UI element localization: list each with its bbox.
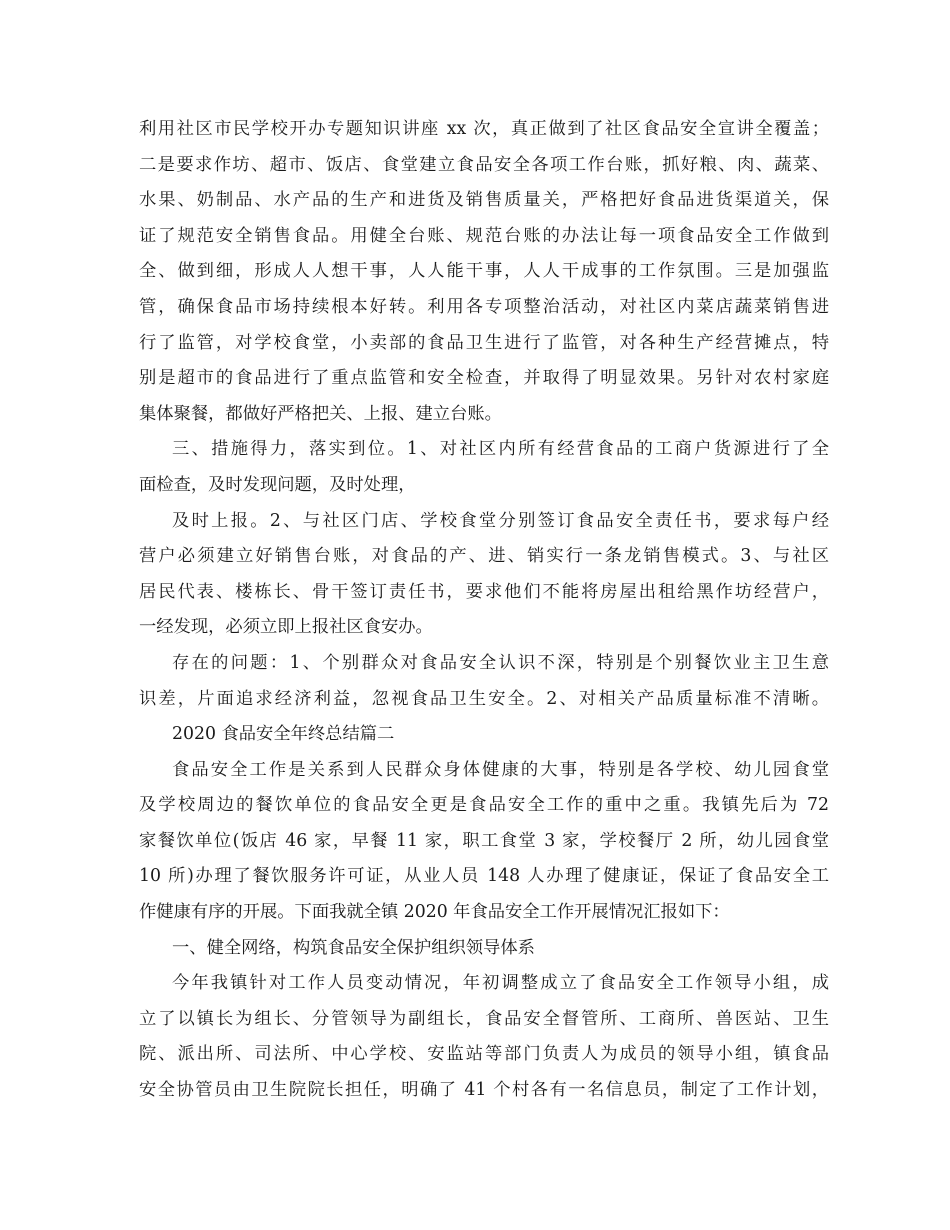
text-line: 水果、奶制品、水产品的生产和进货及销售质量关，严格把好食品进货渠道关，保 [139,190,829,211]
text-line: 家餐饮单位(饭店 46 家，早餐 11 家，职工食堂 3 家，学校餐厅 2 所，幼儿园食堂 [139,830,829,851]
section-heading: 一、健全网络，构筑食品安全保护组织领导体系 [172,937,535,958]
text-line: 立了以镇长为组长、分管领导为副组长，食品安全督管所、工商所、兽医站、卫生 [139,1008,829,1029]
text-line: 一经发现，必须立即上报社区食安办。 [139,617,433,638]
paragraph-first-line: 三、措施得力，落实到位。1、对社区内所有经营食品的工商户货源进行了全 [172,439,829,460]
text-line: 10 所)办理了餐饮服务许可证，从业人员 148 人办理了健康证，保证了食品安全工 [139,866,829,887]
text-line: 居民代表、楼栋长、骨干签订责任书，要求他们不能将房屋出租给黑作坊经营户， [139,581,829,602]
text-line: 别是超市的食品进行了重点监管和安全检查，并取得了明显效果。另针对农村家庭 [139,368,829,389]
text-line: 二是要求作坊、超市、饭店、食堂建立食品安全各项工作台账，抓好粮、肉、蔬菜、 [139,154,829,175]
text-line: 及学校周边的餐饮单位的食品安全更是食品安全工作的重中之重。我镇先后为 72 [139,795,829,816]
text-line: 行了监管，对学校食堂，小卖部的食品卫生进行了监管，对各种生产经营摊点，特 [139,332,829,353]
section-heading: 2020 食品安全年终总结篇二 [172,724,395,745]
text-line: 利用社区市民学校开办专题知识讲座 xx 次，真正做到了社区食品安全宣讲全覆盖； [139,119,829,139]
text-line: 集体聚餐，都做好严格把关、上报、建立台账。 [139,403,502,424]
text-line: 全、做到细，形成人人想干事，人人能干事，人人干成事的工作氛围。三是加强监 [139,261,829,282]
document-body [139,112,829,1109]
paragraph-first-line: 存在的问题：1、个别群众对食品安全认识不深，特别是个别餐饮业主卫生意 [172,652,829,673]
text-line: 面检查，及时发现问题，及时处理， [139,474,416,495]
text-line: 作健康有序的开展。下面我就全镇 2020 年食品安全工作开展情况汇报如下： [139,902,730,923]
paragraph-first-line: 及时上报。2、与社区门店、学校食堂分别签订食品安全责任书，要求每户经 [172,510,829,531]
paragraph-first-line: 食品安全工作是关系到人民群众身体健康的大事，特别是各学校、幼儿园食堂 [172,759,829,780]
text-line: 营户必须建立好销售台账，对食品的产、进、销实行一条龙销售模式。3、与社区 [139,546,829,567]
text-line: 院、派出所、司法所、中心学校、安监站等部门负责人为成员的领导小组，镇食品 [139,1044,829,1065]
text-line: 管，确保食品市场持续根本好转。利用各专项整治活动，对社区内菜店蔬菜销售进 [139,296,829,317]
paragraph-first-line: 今年我镇针对工作人员变动情况，年初调整成立了食品安全工作领导小组，成 [172,973,829,994]
text-line: 识差，片面追求经济利益，忽视食品卫生安全。2、对相关产品质量标准不清晰。 [139,688,829,709]
text-line: 证了规范安全销售食品。用健全台账、规范台账的办法让每一项食品安全工作做到 [139,225,829,246]
text-line: 安全协管员由卫生院院长担任，明确了 41 个村各有一名信息员，制定了工作计划， [139,1080,829,1101]
